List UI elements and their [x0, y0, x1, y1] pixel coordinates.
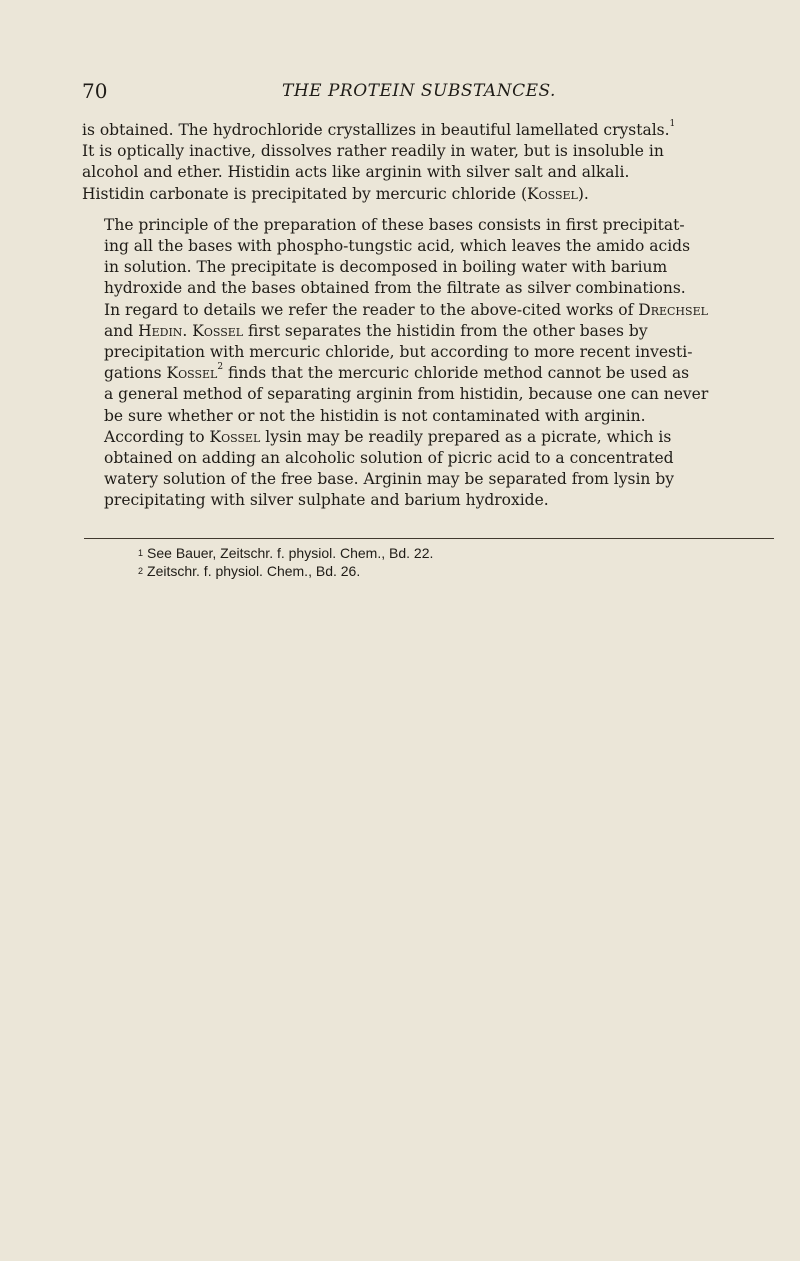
text-line: alcohol and ether. Histidin acts like arginin with silver salt and alkali. [82, 163, 630, 182]
author-name: Drechsel [638, 300, 708, 319]
body-text [82, 120, 772, 522]
text-line: The principle of the preparation of these bases consists in first precipitat- [104, 215, 685, 234]
text-line: obtained on adding an alcoholic solution of picric acid to a concentrated [104, 449, 674, 468]
text-line: gations Kossel$^2$ finds that the mercuric chloride method cannot be used as [104, 362, 690, 383]
paragraph-2 [82, 215, 772, 512]
text-line: and Hedin. Kossel first separates the histidin from the other bases by [104, 321, 648, 340]
page-header [82, 78, 772, 104]
author-name: Kossel [166, 364, 218, 383]
running-title: THE PROTEIN SUBSTANCES. [282, 81, 556, 101]
footnote-text: See Bauer, Zeitschr. f. physiol. Chem., Bd. 22. [147, 545, 434, 561]
footnote-ref-2: 2 [217, 362, 224, 373]
footnote-mark: 1 [138, 548, 144, 558]
footnotes [138, 544, 433, 580]
text-line: hydroxide and the bases obtained from the filtrate as silver combinations. [104, 279, 686, 298]
text-line: a general method of separating arginin from histidin, because one can never [104, 385, 709, 404]
text-line: It is optically inactive, dissolves rather readily in water, but is insoluble in [82, 142, 664, 161]
text-line: According to Kossel lysin may be readily prepared as a picrate, which is [104, 427, 672, 446]
footnote-rule [84, 538, 774, 539]
author-name: Kossel [209, 427, 261, 446]
footnote-mark: 2 [138, 566, 144, 576]
text-line: precipitation with mercuric chloride, but according to more recent investi- [104, 343, 693, 362]
text-line: watery solution of the free base. Arginin may be separated from lysin by [104, 470, 675, 489]
footnote-2 [138, 562, 433, 580]
text-line: be sure whether or not the histidin is not contaminated with arginin. [104, 406, 646, 425]
text-line: ing all the bases with phospho-tungstic acid, which leaves the amido acids [104, 237, 691, 256]
footnote-1 [138, 544, 433, 562]
author-name: Hedin [138, 321, 183, 340]
text-line: Histidin carbonate is precipitated by mercuric chloride (Kossel). [82, 184, 589, 203]
text-line: precipitating with silver sulphate and barium hydroxide. [104, 491, 549, 510]
text-line: in solution. The precipitate is decomposed in boiling water with barium [104, 258, 668, 277]
page-number: 70 [82, 79, 108, 103]
text-line: is obtained. The hydrochloride crystallizes in beautiful lamellated crystals.$^1$ [82, 119, 676, 139]
text-line: In regard to details we refer the reader to the above-cited works of Drechsel [104, 300, 708, 319]
author-name: Kossel [527, 184, 578, 203]
paragraph-1 [82, 120, 772, 205]
footnote-text: Zeitschr. f. physiol. Chem., Bd. 26. [147, 563, 361, 579]
author-name: Kossel [192, 321, 244, 340]
footnote-ref-1: 1 [669, 119, 676, 129]
